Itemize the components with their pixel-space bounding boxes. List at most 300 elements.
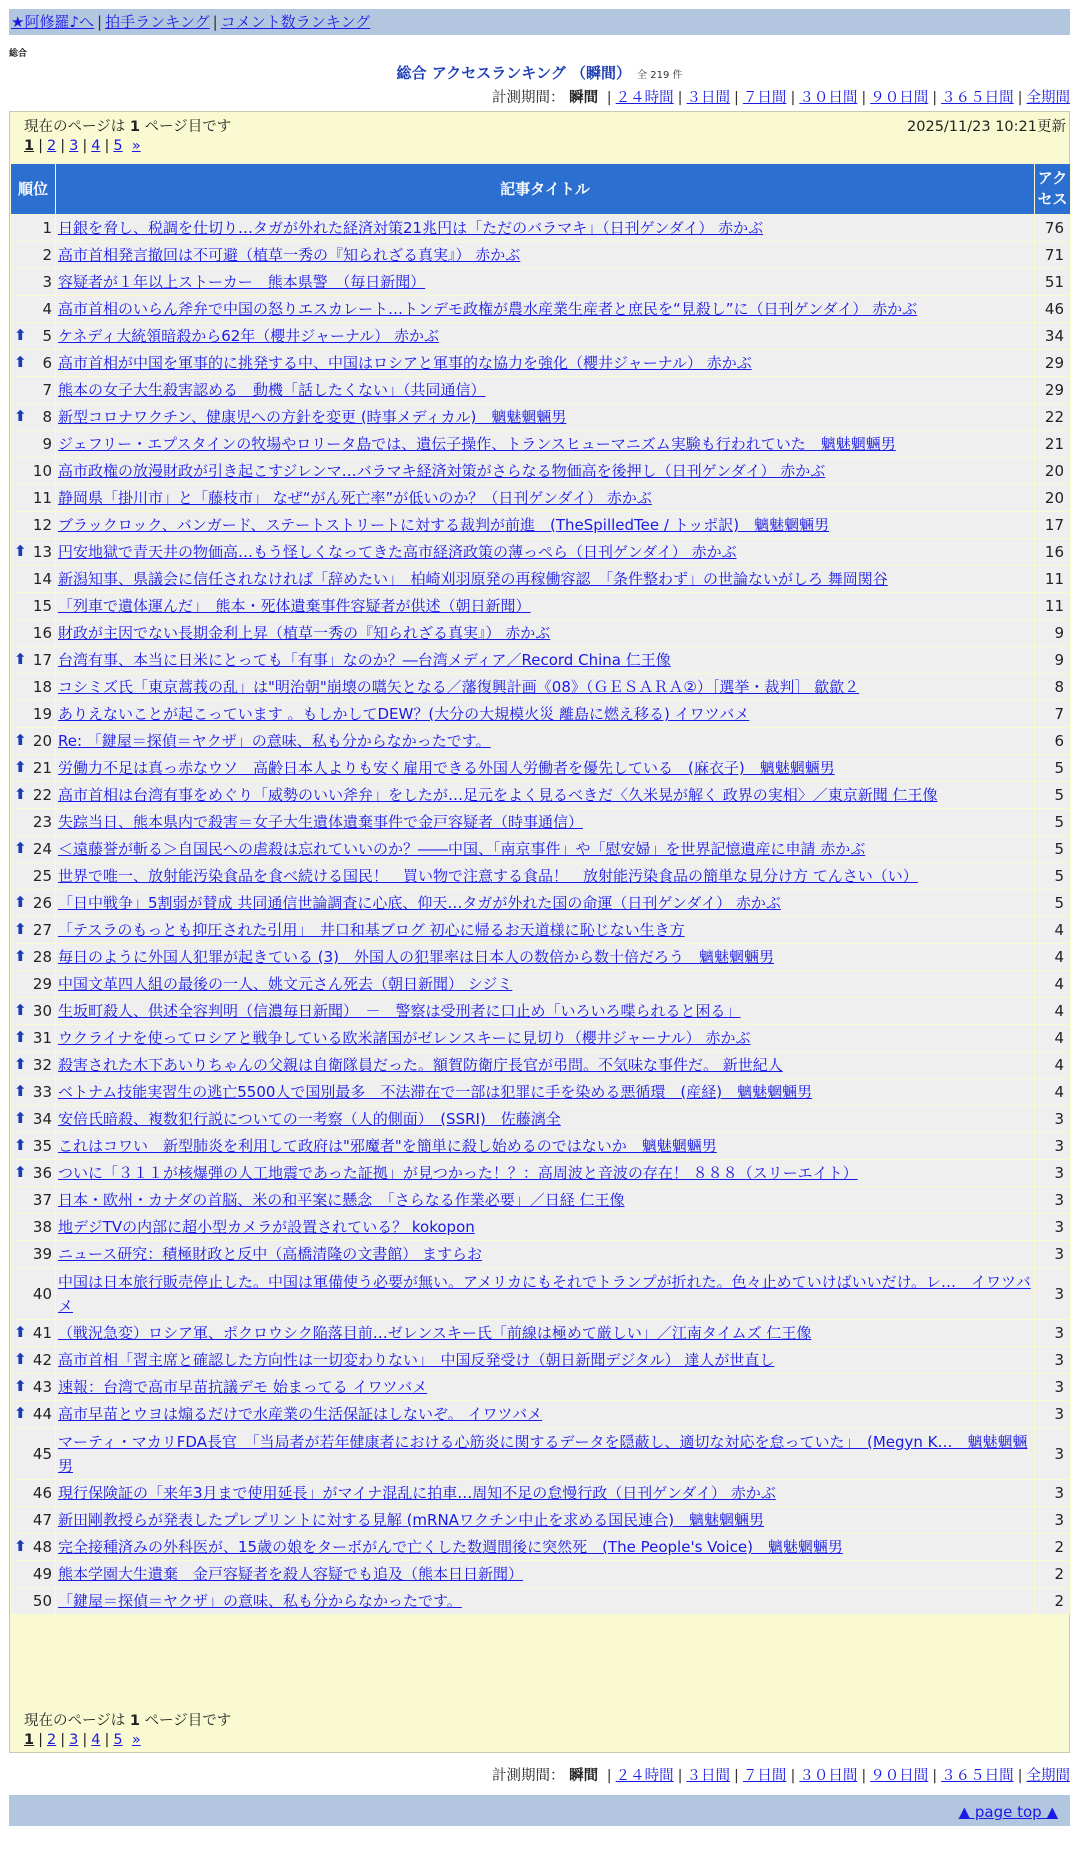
rank-number: 8 xyxy=(42,408,52,426)
title-cell xyxy=(56,1268,1034,1319)
article-title-link[interactable]: 高市早苗とウヨは煽るだけで水産業の生活保証はしないぞ。 イワツバメ xyxy=(58,1405,543,1423)
article-title-link[interactable]: （戦況急変）ロシア軍、ポクロウシク陥落目前…ゼレンスキー氏「前線は極めて厳しい」／江南タイムズ 仁王像 xyxy=(58,1324,812,1342)
period-separator: | xyxy=(1017,1768,1023,1784)
title-cell xyxy=(56,269,1034,295)
article-title-link[interactable]: 殺害された木下あいりちゃんの父親は自衛隊員だった。額賀防衛庁長官が弔問。不気味な事件だ。 新世紀人 xyxy=(58,1056,783,1074)
rank-up-arrow-icon: ⬆ xyxy=(14,1163,27,1182)
rank-cell xyxy=(11,755,55,781)
nav-separator: | xyxy=(212,13,218,31)
access-count: 4 xyxy=(1035,1079,1070,1105)
article-title-link[interactable]: 容疑者が１年以上ストーカー 熊本県警 （毎日新聞） xyxy=(58,273,426,291)
page-info-suffix: ページ目です xyxy=(144,1713,232,1729)
rank-number: 12 xyxy=(32,516,52,534)
access-count: 3 xyxy=(1035,1347,1070,1373)
access-count: 20 xyxy=(1035,485,1070,511)
article-title-link[interactable]: 完全接種済みの外科医が、15歳の娘をターボがんで亡くした数週間後に突然死 (The People's Voice) 魑魅魍魎男 xyxy=(58,1538,843,1556)
article-title-link[interactable]: ジェフリー・エプスタインの牧場やロリータ島では、遺伝子操作、トランスヒューマニズム実験も行われていた 魑魅魍魎男 xyxy=(58,435,896,453)
table-row xyxy=(11,296,1070,322)
access-count: 3 xyxy=(1035,1133,1070,1159)
title-cell xyxy=(56,512,1034,538)
category-label: 総合 xyxy=(9,49,28,59)
rank-cell xyxy=(11,782,55,808)
access-count: 9 xyxy=(1035,620,1070,646)
pager-page-link[interactable]: 3 xyxy=(69,138,79,154)
rank-number: 36 xyxy=(32,1164,52,1182)
table-row xyxy=(11,1507,1070,1533)
access-count: 3 xyxy=(1035,1480,1070,1506)
title-cell xyxy=(56,647,1034,673)
table-row xyxy=(11,1079,1070,1105)
article-title-link[interactable]: 新潟知事、県議会に信任されなければ「辞めたい」 柏崎刈羽原発の再稼働容認 「条件整わず」の世論ないがしろ 舞岡関谷 xyxy=(58,570,888,588)
page-info-number: 1 xyxy=(129,1713,140,1729)
table-row xyxy=(11,944,1070,970)
table-row xyxy=(11,242,1070,268)
title-cell xyxy=(56,1347,1034,1373)
rank-number: 25 xyxy=(32,867,52,885)
table-row xyxy=(11,1241,1070,1267)
page-info-number: 1 xyxy=(129,119,140,135)
rank-cell xyxy=(11,1187,55,1213)
rank-number: 47 xyxy=(32,1511,52,1529)
table-row xyxy=(11,539,1070,565)
rank-cell xyxy=(11,1052,55,1078)
table-row xyxy=(11,512,1070,538)
rank-up-arrow-icon: ⬆ xyxy=(14,1136,27,1155)
article-title-link[interactable]: 日銀を脅し、税調を仕切り…タガが外れた経済対策21兆円は「ただのバラマキ」（日刊ゲンダイ） 赤かぶ xyxy=(58,219,764,237)
title-cell xyxy=(56,1320,1034,1346)
period-link[interactable]: ７日間 xyxy=(742,90,787,106)
period-link[interactable]: ３日間 xyxy=(686,90,731,106)
article-title-link[interactable]: コシミズ氏「東京蒿莪の乱」は"明治朝"崩壊の嚆矢となる／藩復興計画《08》（ＧＥＳＡＲＡ②）［選挙・裁判］ 歙歙２ xyxy=(58,678,860,696)
rank-cell xyxy=(11,1347,55,1373)
table-row xyxy=(11,1534,1070,1560)
period-separator: | xyxy=(1017,90,1023,106)
table-row xyxy=(11,620,1070,646)
title-cell xyxy=(56,539,1034,565)
rank-cell xyxy=(11,1133,55,1159)
article-title-link[interactable]: 地デジTVの内部に超小型カメラが設置されている？ kokopon xyxy=(58,1218,475,1236)
period-links xyxy=(603,90,1070,106)
rank-up-arrow-icon: ⬆ xyxy=(14,407,27,426)
title-cell xyxy=(56,1480,1034,1506)
period-selector-top xyxy=(492,86,1070,107)
rank-cell xyxy=(11,566,55,592)
access-count: 4 xyxy=(1035,998,1070,1024)
article-title-link[interactable]: 静岡県「掛川市」と「藤枝市」 なぜ“がん死亡率”が低いのか？（日刊ゲンダイ） 赤かぶ xyxy=(58,489,652,507)
title-cell xyxy=(56,1401,1034,1427)
updated-timestamp: 2025/11/23 10:21更新 xyxy=(907,119,1066,135)
rank-cell xyxy=(11,1428,55,1479)
rank-number: 13 xyxy=(32,543,52,561)
period-link[interactable]: ９０日間 xyxy=(870,1768,929,1784)
period-links xyxy=(603,1768,1070,1784)
rank-number: 17 xyxy=(32,651,52,669)
rank-cell xyxy=(11,242,55,268)
rank-number: 10 xyxy=(32,462,52,480)
period-link[interactable]: ９０日間 xyxy=(870,90,929,106)
access-count: 29 xyxy=(1035,350,1070,376)
access-count: 11 xyxy=(1035,566,1070,592)
table-row xyxy=(11,1401,1070,1427)
rank-number: 39 xyxy=(32,1245,52,1263)
rank-number: 50 xyxy=(32,1592,52,1610)
rank-up-arrow-icon: ⬆ xyxy=(14,785,27,804)
rank-cell xyxy=(11,620,55,646)
title-cell xyxy=(56,1561,1034,1587)
period-link[interactable]: ２４時間 xyxy=(615,1768,674,1784)
rank-number: 26 xyxy=(32,894,52,912)
pager-page-link[interactable]: 5 xyxy=(113,1732,123,1748)
table-row xyxy=(11,728,1070,754)
table-row xyxy=(11,1588,1070,1614)
top-nav-bar xyxy=(9,9,1070,35)
period-link[interactable]: 全期間 xyxy=(1026,90,1070,106)
title-cell xyxy=(56,485,1034,511)
table-row xyxy=(11,323,1070,349)
article-title-link[interactable]: 労働力不足は真っ赤なウソ 高齢日本人よりも安く雇用できる外国人労働者を優先している (麻衣子) 魑魅魍魎男 xyxy=(58,759,835,777)
rank-up-arrow-icon: ⬆ xyxy=(14,1404,27,1423)
title-cell xyxy=(56,458,1034,484)
table-row xyxy=(11,782,1070,808)
table-row xyxy=(11,1374,1070,1400)
pager-page-link[interactable]: 4 xyxy=(91,1732,101,1748)
access-count: 11 xyxy=(1035,593,1070,619)
pager-separator: | xyxy=(82,138,88,154)
article-title-link[interactable]: 新型コロナワクチン、健康児への方針を変更 (時事メディカル) 魑魅魍魎男 xyxy=(58,408,567,426)
pager-page-link[interactable]: 3 xyxy=(69,1732,79,1748)
period-link[interactable]: ３日間 xyxy=(686,1768,731,1784)
access-count: 76 xyxy=(1035,215,1070,241)
article-title-link[interactable]: 高市首相発言撤回は不可避（植草一秀の『知られざる真実』） 赤かぶ xyxy=(58,246,521,264)
access-count: 3 xyxy=(1035,1320,1070,1346)
table-row xyxy=(11,377,1070,403)
pager-next-link[interactable]: » xyxy=(131,1732,141,1748)
article-title-link[interactable]: 毎日のように外国人犯罪が起きている (3) 外国人の犯罪率は日本人の数倍から数十倍だろう 魑魅魍魎男 xyxy=(58,948,775,966)
table-row xyxy=(11,863,1070,889)
title-cell xyxy=(56,1106,1034,1132)
access-count: 2 xyxy=(1035,1534,1070,1560)
access-count: 5 xyxy=(1035,836,1070,862)
access-count: 20 xyxy=(1035,458,1070,484)
total-count: 全 219 件 xyxy=(637,70,683,81)
rank-cell xyxy=(11,593,55,619)
article-title-link[interactable]: 熊本学園大生遺棄 金戸容疑者を殺人容疑でも追及（熊本日日新聞） xyxy=(58,1565,524,1583)
title-cell xyxy=(56,296,1034,322)
article-title-link[interactable]: 現行保険証の「来年3月まで使用延長」がマイナ混乱に拍車…周知不足の怠慢行政（日刊ゲンダイ） 赤かぶ xyxy=(58,1484,776,1502)
rank-number: 38 xyxy=(32,1218,52,1236)
ranking-table-body xyxy=(11,215,1070,1614)
article-title-link[interactable]: 日本・欧州・カナダの首脳、米の和平案に懸念 「さらなる作業必要」／日経 仁王像 xyxy=(58,1191,625,1209)
access-count: 2 xyxy=(1035,1588,1070,1614)
access-count: 21 xyxy=(1035,431,1070,457)
title-cell xyxy=(56,377,1034,403)
rank-up-arrow-icon: ⬆ xyxy=(14,758,27,777)
home-link[interactable]: ★阿修羅♪へ xyxy=(11,13,95,31)
article-title-link[interactable]: これはコワい 新型肺炎を利用して政府は"邪魔者"を簡単に殺し始めるのではないか 魑魅魍魎男 xyxy=(58,1137,717,1155)
table-row xyxy=(11,215,1070,241)
article-title-link[interactable]: 速報：台湾で高市早苗抗議デモ 始まってる イワツバメ xyxy=(58,1378,428,1396)
rank-cell xyxy=(11,1106,55,1132)
article-title-link[interactable]: 中国文革四人組の最後の一人、姚文元さん死去（朝日新聞） シジミ xyxy=(58,975,513,993)
table-row xyxy=(11,1268,1070,1319)
applause-ranking-link[interactable]: 拍手ランキング xyxy=(105,13,210,31)
rank-cell xyxy=(11,269,55,295)
rank-cell xyxy=(11,350,55,376)
rank-cell xyxy=(11,890,55,916)
period-separator: | xyxy=(861,90,867,106)
rank-number: 42 xyxy=(32,1351,52,1369)
table-row xyxy=(11,1347,1070,1373)
table-row xyxy=(11,917,1070,943)
rank-up-arrow-icon: ⬆ xyxy=(14,1537,27,1556)
rank-cell xyxy=(11,296,55,322)
article-title-link[interactable]: 高市首相は台湾有事をめぐり「威勢のいい斧弁」をしたが…足元をよく見るべきだ〈久米晃が解く 政界の実相〉／東京新聞 仁王像 xyxy=(58,786,938,804)
title-cell xyxy=(56,1160,1034,1186)
page-info-suffix: ページ目です xyxy=(144,119,232,135)
article-title-link[interactable]: 台湾有事、本当に日米にとっても「有事」なのか？―台湾メディア／Record China 仁王像 xyxy=(58,651,671,669)
table-row xyxy=(11,674,1070,700)
article-title-link[interactable]: ＜遠藤誉が斬る＞自国民への虐殺は忘れていいのか？――中国、「南京事件」や「慰安婦」を世界記憶遺産に申請 赤かぶ xyxy=(58,840,866,858)
rank-up-arrow-icon: ⬆ xyxy=(14,893,27,912)
rank-cell xyxy=(11,1160,55,1186)
article-title-link[interactable]: 円安地獄で青天井の物価高…もう怪しくなってきた高市経済政策の薄っぺら（日刊ゲンダイ） 赤かぶ xyxy=(58,543,737,561)
ranking-title: 総合 アクセスランキング （瞬間） xyxy=(396,64,632,82)
period-selector-bottom xyxy=(492,1764,1070,1785)
period-separator: | xyxy=(932,1768,938,1784)
rank-number: 15 xyxy=(32,597,52,615)
rank-number: 33 xyxy=(32,1083,52,1101)
period-link[interactable]: ７日間 xyxy=(742,1768,787,1784)
rank-cell xyxy=(11,1374,55,1400)
pager-next-link[interactable]: » xyxy=(131,138,141,154)
article-title-link[interactable]: 失踪当日、熊本県内で殺害＝女子大生遺体遺棄事件で金戸容疑者（時事通信） xyxy=(58,813,584,831)
article-title-link[interactable]: 世界で唯一、放射能汚染食品を食べ続ける国民！ 買い物で注意する食品！ 放射能汚染食品の簡単な見分け方 てんさい（い） xyxy=(58,867,918,885)
rank-number: 14 xyxy=(32,570,52,588)
rank-cell xyxy=(11,1214,55,1240)
access-count: 16 xyxy=(1035,539,1070,565)
article-title-link[interactable]: 安倍氏暗殺、複数犯行説についての一考察（人的側面） (SSRI) 佐藤漓全 xyxy=(58,1110,561,1128)
article-title-link[interactable]: Re: 「鍵屋＝探偵＝ヤクザ」の意味、私も分からなかったです。 xyxy=(58,732,491,750)
rank-number: 20 xyxy=(32,732,52,750)
title-cell xyxy=(56,1374,1034,1400)
access-count: 3 xyxy=(1035,1106,1070,1132)
period-link[interactable]: 全期間 xyxy=(1026,1768,1070,1784)
access-count: 4 xyxy=(1035,1052,1070,1078)
table-row xyxy=(11,971,1070,997)
access-count: 2 xyxy=(1035,1561,1070,1587)
rank-cell xyxy=(11,971,55,997)
title-cell xyxy=(56,809,1034,835)
period-link[interactable]: ２４時間 xyxy=(615,90,674,106)
article-title-link[interactable]: 中国は日本旅行販売停止した。中国は軍備使う必要が無い。アメリカにもそれでトランプが折れた。色々止めていけばいいだけ。レ… イワツバメ xyxy=(58,1272,1031,1315)
article-title-link[interactable]: ウクライナを使ってロシアと戦争している欧米諸国がゼレンスキーに見切り（櫻井ジャーナル） 赤かぶ xyxy=(58,1029,751,1047)
table-row xyxy=(11,890,1070,916)
title-cell xyxy=(56,1079,1034,1105)
rank-cell xyxy=(11,1534,55,1560)
article-title-link[interactable]: ありえないことが起こっています 。もしかしてDEW？(大分の大規模火災 離島に燃え移る) イワツバメ xyxy=(58,705,750,723)
title-cell xyxy=(56,755,1034,781)
ranking-box xyxy=(9,111,1070,1753)
access-count: 5 xyxy=(1035,890,1070,916)
rank-number: 9 xyxy=(42,435,52,453)
period-separator: | xyxy=(861,1768,867,1784)
title-cell xyxy=(56,836,1034,862)
period-separator: | xyxy=(734,90,739,106)
period-link[interactable]: ３０日間 xyxy=(799,1768,858,1784)
rank-cell xyxy=(11,809,55,835)
article-title-link[interactable]: 「テスラのもっとも抑圧された引用」 井口和基ブログ 初心に帰るお天道様に恥じない生き方 xyxy=(58,921,685,939)
access-count: 8 xyxy=(1035,674,1070,700)
title-cell xyxy=(56,1507,1034,1533)
rank-cell xyxy=(11,485,55,511)
title-cell xyxy=(56,998,1034,1024)
rank-up-arrow-icon: ⬆ xyxy=(14,353,27,372)
rank-cell xyxy=(11,836,55,862)
article-title-link[interactable]: 「列車で遺体運んだ」 熊本・死体遺棄事件容疑者が供述（朝日新聞） xyxy=(58,597,531,615)
rank-up-arrow-icon: ⬆ xyxy=(14,650,27,669)
pager-separator: | xyxy=(60,1732,66,1748)
pager-page-link[interactable]: 2 xyxy=(46,138,57,154)
rank-cell xyxy=(11,863,55,889)
article-title-link[interactable]: ブラックロック、バンガード、ステートストリートに対する裁判が前進 (TheSpilledTee / トッポ訳) 魑魅魍魎男 xyxy=(58,516,830,534)
title-cell xyxy=(56,431,1034,457)
table-row xyxy=(11,701,1070,727)
rank-cell xyxy=(11,215,55,241)
article-title-link[interactable]: マーティ・マカリFDA長官 「当局者が若年健康者における心筋炎に関するデータを隠蔽し、適切な対応を怠っていた」 (Megyn K… 魑魅魍魎男 xyxy=(58,1432,1028,1475)
title-cell xyxy=(56,404,1034,430)
pager-separator: | xyxy=(104,1732,110,1748)
title-cell xyxy=(56,1534,1034,1560)
access-count: 3 xyxy=(1035,1428,1070,1479)
pager-current-page[interactable]: 1 xyxy=(24,138,35,154)
access-count: 71 xyxy=(1035,242,1070,268)
article-title-link[interactable]: ついに「３１１が核爆弾の人工地震であった証拠」が見つかった！？：高周波と音波の存在！ ８８８（スリーエイト） xyxy=(58,1164,858,1182)
access-count: 7 xyxy=(1035,701,1070,727)
title-column-header: 記事タイトル xyxy=(56,164,1034,214)
rank-number: 23 xyxy=(32,813,52,831)
rank-cell xyxy=(11,377,55,403)
table-row xyxy=(11,1320,1070,1346)
period-label: 計測期間： xyxy=(492,90,565,106)
rank-up-arrow-icon: ⬆ xyxy=(14,839,27,858)
rank-number: 32 xyxy=(32,1056,52,1074)
rank-number: 24 xyxy=(32,840,52,858)
article-title-link[interactable]: 熊本の女子大生殺害認める 動機「話したくない」（共同通信） xyxy=(58,381,486,399)
article-title-link[interactable]: ニュース研究：積極財政と反中（高橋清隆の文書館） ますらお xyxy=(58,1245,483,1263)
period-separator: | xyxy=(677,1768,683,1784)
rank-cell xyxy=(11,1268,55,1319)
period-current: 瞬間 xyxy=(569,1768,599,1784)
access-count: 34 xyxy=(1035,323,1070,349)
rank-up-arrow-icon: ⬆ xyxy=(14,947,27,966)
period-link[interactable]: ３０日間 xyxy=(799,90,858,106)
period-label: 計測期間： xyxy=(492,1768,565,1784)
rank-up-arrow-icon: ⬆ xyxy=(14,1377,27,1396)
rank-number: 49 xyxy=(32,1565,52,1583)
table-row xyxy=(11,1480,1070,1506)
table-row xyxy=(11,593,1070,619)
rank-cell xyxy=(11,1320,55,1346)
table-row xyxy=(11,1133,1070,1159)
rank-number: 31 xyxy=(32,1029,52,1047)
rank-up-arrow-icon: ⬆ xyxy=(14,1082,27,1101)
comment-ranking-link[interactable]: コメント数ランキング xyxy=(220,13,371,31)
article-title-link[interactable]: 財政が主因でない長期金利上昇（植草一秀の『知られざる真実』） 赤かぶ xyxy=(58,624,551,642)
article-title-link[interactable]: 「日中戦争」5割弱が賛成 共同通信世論調査に心底、仰天…タガが外れた国の命運（日刊ゲンダイ） 赤かぶ xyxy=(58,894,781,912)
rank-number: 22 xyxy=(32,786,52,804)
rank-number: 37 xyxy=(32,1191,52,1209)
title-cell xyxy=(56,917,1034,943)
page-top-link[interactable]: ▲ page top ▲ xyxy=(958,1803,1058,1821)
pager-current-page[interactable]: 1 xyxy=(24,1732,35,1748)
title-cell xyxy=(56,674,1034,700)
access-count: 3 xyxy=(1035,1187,1070,1213)
table-row xyxy=(11,755,1070,781)
rank-up-arrow-icon: ⬆ xyxy=(14,1323,27,1342)
rank-cell xyxy=(11,944,55,970)
rank-number: 45 xyxy=(32,1444,52,1463)
rank-cell xyxy=(11,1588,55,1614)
article-title-link[interactable]: ケネディ大統領暗殺から62年（櫻井ジャーナル） 赤かぶ xyxy=(58,327,440,345)
article-title-link[interactable]: 生坂町殺人、供述全容判明（信濃毎日新聞） － 警察は受刑者に口止め「いろいろ喋られると困る」 xyxy=(58,1002,741,1020)
article-title-link[interactable]: 高市首相のいらん斧弁で中国の怒りエスカレート…トンデモ政権が農水産業生産者と庶民を“見殺し”に（日刊ゲンダイ） 赤かぶ xyxy=(58,300,918,318)
rank-cell xyxy=(11,1480,55,1506)
rank-up-arrow-icon: ⬆ xyxy=(14,1001,27,1020)
article-title-link[interactable]: 高市政権の放漫財政が引き起こすジレンマ…バラマキ経済対策がさらなる物価高を後押し（日刊ゲンダイ） 赤かぶ xyxy=(58,462,826,480)
access-count: 3 xyxy=(1035,1241,1070,1267)
title-cell xyxy=(56,1133,1034,1159)
title-cell xyxy=(56,728,1034,754)
rank-up-arrow-icon: ⬆ xyxy=(14,920,27,939)
article-title-link[interactable]: 新田剛教授らが発表したプレプリントに対する見解 (mRNAワクチン中止を求める国民連合) 魑魅魍魎男 xyxy=(58,1511,765,1529)
access-count: 3 xyxy=(1035,1507,1070,1533)
period-link[interactable]: ３６５日間 xyxy=(941,1768,1014,1784)
title-cell xyxy=(56,701,1034,727)
rank-cell xyxy=(11,404,55,430)
period-link[interactable]: ３６５日間 xyxy=(941,90,1014,106)
rank-number: 27 xyxy=(32,921,52,939)
rank-number: 40 xyxy=(32,1284,52,1303)
rank-cell xyxy=(11,431,55,457)
article-title-link[interactable]: 「鍵屋＝探偵＝ヤクザ」の意味、私も分からなかったです。 xyxy=(58,1592,462,1610)
rank-number: 7 xyxy=(42,381,52,399)
article-title-link[interactable]: 高市首相「習主席と確認した方向性は一切変わりない」 中国反発受け（朝日新聞デジタル） 達人が世直し xyxy=(58,1351,775,1369)
rank-up-arrow-icon: ⬆ xyxy=(14,731,27,750)
pager-page-link[interactable]: 4 xyxy=(91,138,101,154)
title-cell xyxy=(56,1588,1034,1614)
table-row xyxy=(11,1052,1070,1078)
rank-up-arrow-icon: ⬆ xyxy=(14,326,27,345)
rank-number: 16 xyxy=(32,624,52,642)
page-info-prefix: 現在のページは xyxy=(24,119,126,135)
title-cell xyxy=(56,1428,1034,1479)
pager-page-link[interactable]: 5 xyxy=(113,138,123,154)
pager-page-link[interactable]: 2 xyxy=(46,1732,57,1748)
article-title-link[interactable]: ベトナム技能実習生の逃亡5500人で国別最多 不法滞在で一部は犯罪に手を染める悪循環 (産経) 魑魅魍魎男 xyxy=(58,1083,813,1101)
title-cell xyxy=(56,593,1034,619)
pager-top xyxy=(24,138,141,154)
rank-number: 3 xyxy=(42,273,52,291)
table-row xyxy=(11,458,1070,484)
pager-separator: | xyxy=(60,138,66,154)
article-title-link[interactable]: 高市首相が中国を軍事的に挑発する中、中国はロシアと軍事的な協力を強化（櫻井ジャーナル） 赤かぶ xyxy=(58,354,752,372)
period-separator: | xyxy=(790,1768,796,1784)
table-row xyxy=(11,485,1070,511)
access-count: 3 xyxy=(1035,1160,1070,1186)
period-separator: | xyxy=(790,90,796,106)
rank-number: 34 xyxy=(32,1110,52,1128)
rank-number: 11 xyxy=(32,489,52,507)
